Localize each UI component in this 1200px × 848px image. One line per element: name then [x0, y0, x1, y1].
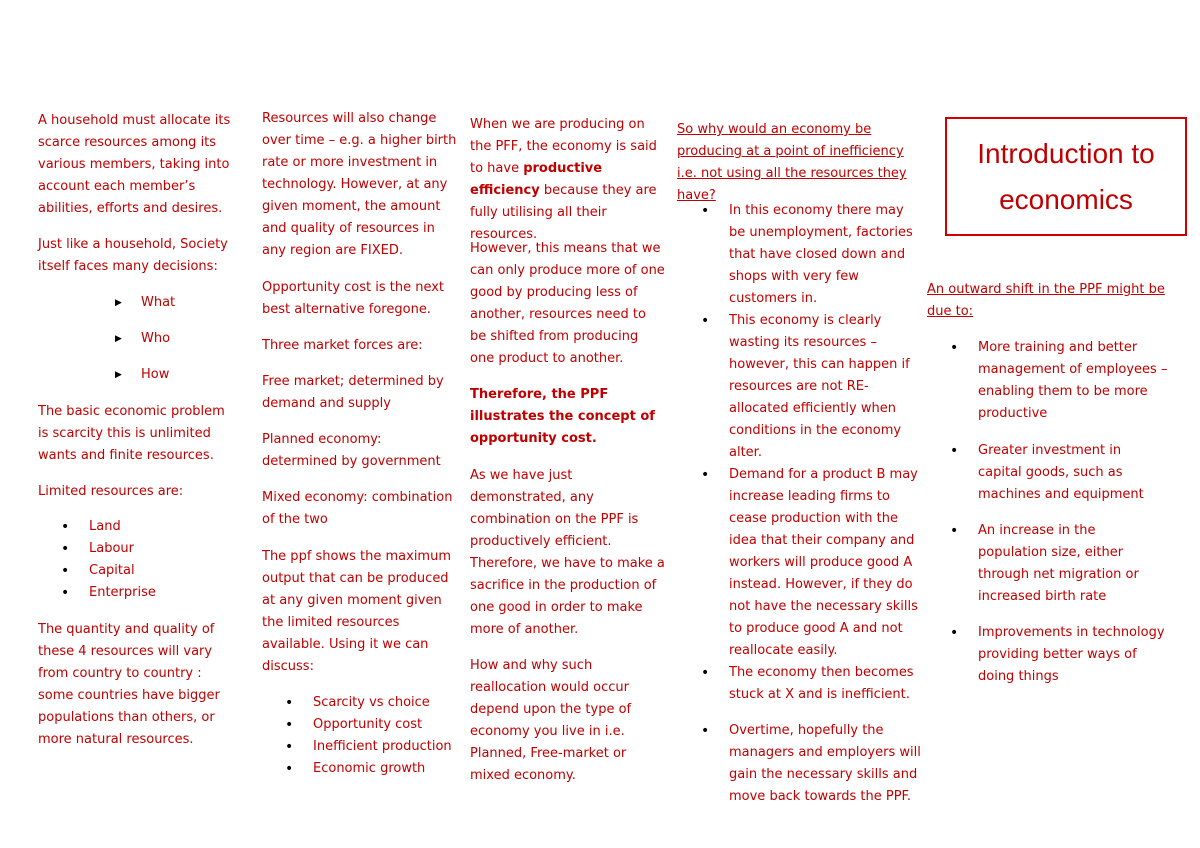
outward-shift-list — [978, 337, 1168, 688]
list-item: • Opportunity cost — [313, 714, 463, 736]
mixed-economy-paragraph: Mixed economy: combination of the two — [262, 490, 453, 527]
quantity-quality-paragraph: The quantity and quality of these 4 resources will vary from country to country : some countries have bigger populations than others, or more natural resources. — [38, 622, 220, 747]
list-item: • The economy then becomes stuck at X and is inefficient. — [729, 662, 923, 706]
resources-change-paragraph: Resources will also change over time – e.g. a higher birth rate or more investment in technology. However, at any given moment, the amount and quality of resources in any region are FIXED. — [262, 111, 457, 258]
household-paragraph: A household must allocate its scarce resources among its various members, taking into account each member’s abilities, efforts and desires. — [38, 113, 231, 216]
decisions-list — [141, 292, 241, 386]
resources-list — [89, 516, 229, 604]
inefficiency-heading: So why would an economy be producing at a point of inefficiency i.e. not using all the resources they have? — [677, 122, 907, 203]
list-item: • Overtime, hopefully the managers and employers will gain the necessary skills and move back towards the PPF. — [729, 720, 923, 808]
ppf-opportunity-cost-paragraph: Therefore, the PPF illustrates the concept of opportunity cost. — [470, 387, 655, 446]
planned-economy-paragraph: Planned economy: determined by government — [262, 432, 441, 469]
productive-efficiency-term: productive efficiency — [470, 161, 603, 198]
list-item: ▶ What — [141, 292, 241, 328]
list-item: • Improvements in technology providing better ways of doing things — [978, 622, 1168, 688]
list-item: • This economy is clearly wasting its resources – however, this can happen if resources are not RE-allocated efficiently when conditions in the economy alter. — [729, 310, 923, 464]
list-item: • Demand for a product B may increase leading firms to cease production with the idea that their company and workers will produce good A instead. However, if they do not have the necessary skills to produce good A and not reallocate easily. — [729, 464, 923, 662]
text-span: because they are fully utilising all their resources. — [470, 183, 657, 242]
list-item: • Scarcity vs choice — [313, 692, 463, 714]
economic-problem-paragraph: The basic economic problem is scarcity this is unlimited wants and finite resources. — [38, 404, 225, 463]
market-forces-label: Three market forces are: — [262, 338, 423, 353]
ppf-topics-list — [313, 692, 463, 780]
list-item: ▶ Who — [141, 328, 241, 364]
list-item: • More training and better management of employees – enabling them to be more productive — [978, 337, 1168, 425]
list-item: • Capital — [89, 560, 229, 582]
list-item: • Inefficient production — [313, 736, 463, 758]
limited-resources-label: Limited resources are: — [38, 484, 184, 499]
list-item: ▶ How — [141, 364, 241, 386]
free-market-paragraph: Free market; determined by demand and supply — [262, 374, 444, 411]
list-item: • Greater investment in capital goods, such as machines and equipment — [978, 440, 1168, 506]
opportunity-cost-paragraph: Opportunity cost is the next best alternative foregone. — [262, 280, 445, 317]
list-item: • In this economy there may be unemployment, factories that have closed down and shops with very few customers in. — [729, 200, 923, 310]
demonstrated-paragraph: As we have just demonstrated, any combination on the PPF is productively efficient. Therefore, we have to make a sacrifice in the production of one good in order to make more of another. — [470, 468, 665, 637]
inefficiency-list — [729, 200, 923, 808]
outward-shift-heading: An outward shift in the PPF might be due to: — [927, 282, 1165, 319]
list-item: • Enterprise — [89, 582, 229, 604]
list-item: • Land — [89, 516, 229, 538]
reallocation-paragraph: How and why such reallocation would occur depend upon the type of economy you live in i.e. Planned, Free-market or mixed economy. — [470, 658, 632, 783]
shift-resources-paragraph: However, this means that we can only produce more of one good by producing less of another, resources need to be shifted from producing one product to another. — [470, 241, 665, 366]
productive-efficiency-paragraph — [470, 114, 666, 246]
list-item: • An increase in the population size, either through net migration or increased birth rate — [978, 520, 1168, 608]
page-title: Introduction to economics — [945, 117, 1187, 236]
ppf-paragraph: The ppf shows the maximum output that can be produced at any given moment given the limited resources available. Using it we can discuss: — [262, 549, 451, 674]
society-paragraph: Just like a household, Society itself faces many decisions: — [38, 237, 228, 274]
list-item: • Labour — [89, 538, 229, 560]
list-item: • Economic growth — [313, 758, 463, 780]
text-span: When we are producing on the PFF, the economy is said to have — [470, 117, 657, 176]
